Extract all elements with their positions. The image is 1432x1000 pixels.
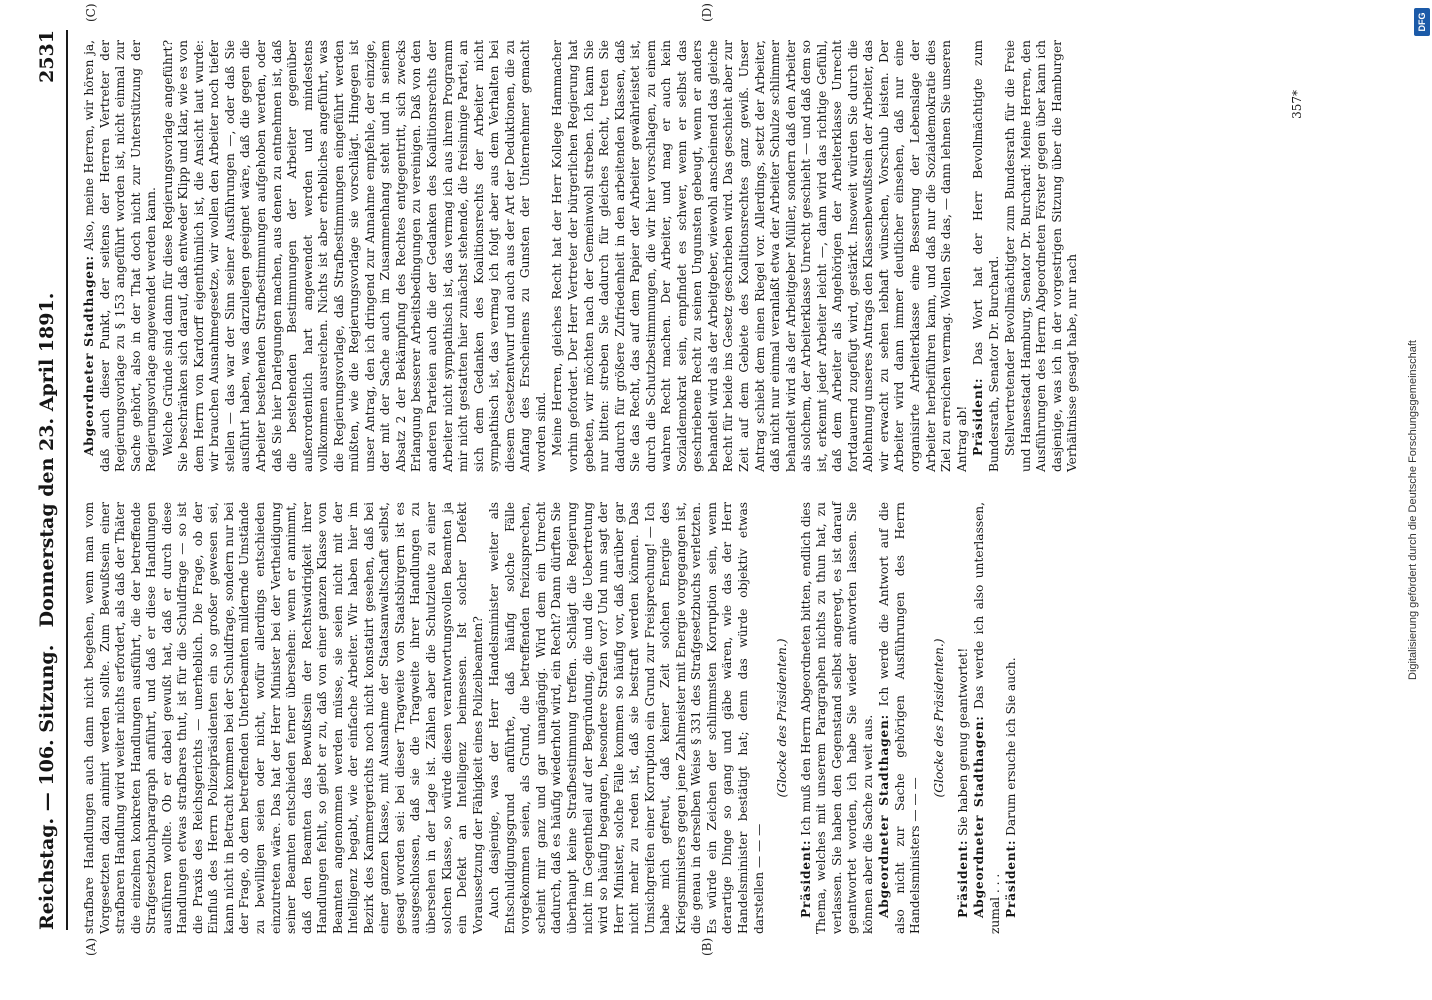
paragraph: strafbare Handlungen auch dann nicht begehen, wenn man vom Vorgesetzten dazu animirt werden sollte. Zum Bewußtsein einer strafbaren Handlung wird weiter nichts erfordert, als daß der Thäter die einzelnen konkreten Handlungen ausführt, die der betreffende Strafgesetzbuchparagraph anführt, und daß er diese Handlungen ausführen wollte. Ob er dabei gewußt hat, daß er durch diese Handlungen etwas strafbares thut, ist für die Schuldfrage — so ist die Praxis des Reichsgerichts — unerheblich. Die Frage, ob der Einfluß des Herrn Polizeipräsidenten ein so großer gewesen sei, kann nicht in Betracht kommen bei der Schuldfrage, sondern nur bei der Frage, ob dem betreffenden Unterbeamten mildernde Umstände zu bewilligen seien oder nicht, wofür allerdings entschieden einzutreten wäre. Das hat der Herr Minister bei der Vertheidigung seiner Beamten entschieden ferner übersehen: wenn er annimmt, daß den Beamten das Bewußtsein der Rechtswidrigkeit ihrer Handlungen fehlt, so giebt er zu, daß von einer ganzen Klasse von Beamten angenommen werden müsse, sie seien nicht mit der Intelligenz begabt, wie der einfache Arbeiter. Wir haben hier im Bezirk des Kammergerichts noch nicht konstatirt gesehen, daß bei einer ganzen Klasse, mit Ausnahme der Staatsanwaltschaft selbst, gesagt worden sei: bei dieser Tragweite von Staatsbürgern ist es ausgeschlossen, daß sie die Tragweite ihrer Handlungen zu übersehen in der Lage ist. Zählen aber die Schutzleute zu einer solchen Klasse, so würde diesen verantwortungsvollen Beamten ja ein Defekt an Intelligenz beimessen. Ist solcher Defekt Voraussetzung der Fähigkeit eines Polizeibeamten? xyxy=(82,502,485,934)
margin-mark-d: (D) xyxy=(700,3,714,22)
paragraph: Abgeordneter Stadthagen: Also, meine Herren, wir hören ja, daß auch dieser Punkt, der seitens der Herren Vertreter der Regierungsvorlage zu § 153 angeführt worden ist, nicht einmal zur Sache gehört, also in der That doch nicht zur Unterstützung der Regierungsvorlage angewendet werden kann. xyxy=(82,39,159,472)
signature-mark: 357* xyxy=(1290,90,1304,119)
right-column xyxy=(82,40,1082,472)
paragraph: Abgeordneter Stadthagen: Ich werde die Antwort auf die also nicht zur Sache gehörigen Ausführungen des Herrn Handelsministers — — — xyxy=(877,502,923,934)
paragraph: Präsident: Darum ersuche ich Sie auch. xyxy=(1004,657,1019,918)
paragraph: Meine Herren, gleiches Recht hat der Herr Kollege Hammacher vorhin gefordert. Der Herr Vertreter der bürgerlichen Regierung hat gebeten, wir möchten nach der Gemeinwohl streben. Ich kann Sie nur bitten: streben Sie dadurch für gleiches Recht, treten Sie dadurch für größere Zufriedenheit in den arbeitenden Klassen, daß Sie das Recht, das auf dem Papier der Arbeiter gewährleistet ist, durch die Schutzbestimmungen, die wir hier vorschlagen, zu einem wahren Recht machen. Der Arbeiter, und mag er auch kein Sozialdemokrat sein, empfindet es schwer, wenn er selbst das geschriebene Recht zu seinen Ungunsten gebeugt, wenn er anders behandelt wird als der Arbeitgeber, wiewohl anscheinend das gleiche Recht für beide ins Gesetz geschrieben wird. Das geschieht aber zur Zeit auf dem Gebiete des Koalitionsrechtes ganz gewiß. Unser Antrag schiebt dem einen Riegel vor. Allerdings, setzt der Arbeiter, daß nicht nur einmal veranlaßt etwa der Arbeiter Schulze schlimmer behandelt wird als der Arbeitgeber Müller, sondern daß den Arbeiter als solchem, der Arbeiterklasse Unrecht geschieht — und daß dem so ist, erkennt jeder Arbeiter leicht —, dann wird das richtige Gefühl, daß dem Arbeiter als Angehörigen der Arbeiterklasse Unrecht fortdauernd zugefügt wird, gestärkt. Insoweit würden Sie durch die Ablehnung unseres Antrags den Klassenbewußtsein der Arbeiter, das wir erwacht zu sehen lebhaft wünschen, Vorschub leisten. Der Arbeiter wird dann immer deutlicher einsehen, daß nur eine organisirte Arbeiterklasse eine Besserung der Lebenslage der Arbeiter herbeiführen kann, und daß nur die Sozialdemokratie dies Ziel zu erreichen vermag. Wollen Sie das, — dann lehnen Sie unseren Antrag ab! xyxy=(550,40,969,472)
header-left: Reichstag. — 106. Sitzung. xyxy=(36,644,58,930)
paragraph: Auch dasjenige, was der Herr Handelsminister weiter als Entschuldigungsgrund anführte, daß häufig solche Fälle vorgekommen seien, als Grund, die betreffenden freizusprechen, scheint mir ganz und gar unangängig. Wird dem ein Unrecht dadurch, daß es häufig wiederholt wird, ein Recht? Dann dürften Sie überhaupt keine Strafbestimmung treffen. Schlägt die Regierung nicht im Gegentheil auf der Begründung, die und die Uebertretung wird so häufig begangen, besondere Strafen vor? Und nun sagt der Herr Minister, solche Fälle kommen so häufig vor, daß darüber gar nicht mehr zu reden ist, daß sie bestraft werden können. Das Umsichgreifen einer Korruption ein Grund zur Freisprechung! — Ich habe mich gefreut, daß keiner Zeit solchen Energie des Kriegsministers gegen jene Zahlmeister mit Energie vorgegangen ist, die genau in derselben Weise § 331 des Strafgesetzbuchs verletzten. Es würde ein Zeichen der schlimmsten Korruption sein, wenn derartige Dinge so gang und gäbe wären, wie das der Herr Handelsminister bestätigt hat; denn das würde objektiv etwas darstellen — — — xyxy=(487,502,766,934)
digitization-credit: Digitalisierung gefördert durch die Deutsche Forschungsgemeinschaft xyxy=(1407,340,1419,680)
stage-direction: (Glocke des Präsidenten.) xyxy=(775,638,790,798)
stage-direction: (Glocke des Präsidenten.) xyxy=(931,638,946,798)
paragraph: Stellvertretender Bevollmächtigter zum Bundesrath für die Freie und Hansestadt Hamburg, Senator Dr. Burchard: Meine Herren, den Ausführungen des Herrn Abgeordneten Förster gegen über kann ich dasjenige, was ich in der vorgestrigen Sitzung über die Hamburger Verhältnisse gesagt habe, nur nach xyxy=(1003,40,1080,472)
paragraph: Abgeordneter Stadthagen: Das werde ich also unterlassen, zumal . . . xyxy=(972,501,1002,934)
paragraph: Präsident: Ich muß den Herrn Abgeordneten bitten, endlich dies Thema, welches mit unserem Paragraphen nichts zu thun hat, zu verlassen. Sie haben den Gegenstand selbst angeregt, es ist darauf geantwortet worden, ich habe Sie wieder antworten lassen. Sie können aber die Sache zu weit aus. xyxy=(798,502,875,934)
page-number: 2531 xyxy=(36,30,58,83)
paragraph: Welche Gründe sind dann für diese Regierungsvorlage angeführt? Sie beschränken sich darauf, daß entweder Klipp und klar, wie es von dem Herrn von Kardorff eigenthümlich ist, die Ansicht laut wurde: wir brauchen Ausnahmegesetze, wir wollen den Arbeiter noch tiefer stellen — das war der Sinn seiner Ausführungen —, oder daß Sie ausführt haben, was darzulegen geeignet wäre, daß die gegen die Arbeiter bestehenden Strafbestimmungen aufgehoben werden, oder daß Sie hier Darlegungen machen, aus denen zu entnehmen ist, daß die bestehenden Bestimmungen der Arbeiter gegenüber außerordentlich hart angewendet werden und mindestens vollkommen ausreichen. Nichts ist aber erhebliches angeführt, was die Regierungsvorlage, daß Strafbestimmungen eingeführt werden müßten, wie die Regierungsvorlage sie vorschlägt. Hingegen ist unser Antrag, den ich dringend zur Annahme empfehle, der einzige, der mit der Sache auch im Zusammenhang steht und in seinem Absatz 2 der Bekämpfung des Rechtes entgegentritt, sich zwecks Erlangung besserer Arbeitsbedingungen zu vereinigen. Daß von den anderen Parteien auch die der Gedanken des Koalitionsrechts der Arbeiter nicht sympathisch ist, das vermag ich aus ihrem Programm mir nicht gestatten hier zunächst stehende, die freisinnige Partei, an sich dem Gedanken des Koalitionsrechts der Arbeiter nicht sympathisch ist, das vermag ich folgt aber aus dem Verhalten bei diesem Gesetzentwurf und auch aus der Art der Deduktionen, die zu Anfang des Erscheinens zu Gunsten der Unternehmer gemacht worden sind. xyxy=(160,40,548,472)
header-rule xyxy=(66,30,68,930)
margin-mark-a: (A) xyxy=(84,937,98,956)
page-header xyxy=(36,30,66,930)
dfg-logo: DFG xyxy=(1414,8,1430,36)
header-date: Donnerstag den 23. April 1891. xyxy=(36,292,58,628)
left-column xyxy=(82,502,1021,934)
margin-mark-b: (B) xyxy=(700,937,714,956)
paragraph: Präsident: Das Wort hat der Herr Bevollmächtigte zum Bundesrath, Senator Dr. Burchard. xyxy=(971,40,1001,472)
paragraph: Präsident: Sie haben genug geantwortet! xyxy=(955,647,970,918)
margin-mark-c: (C) xyxy=(84,3,98,22)
